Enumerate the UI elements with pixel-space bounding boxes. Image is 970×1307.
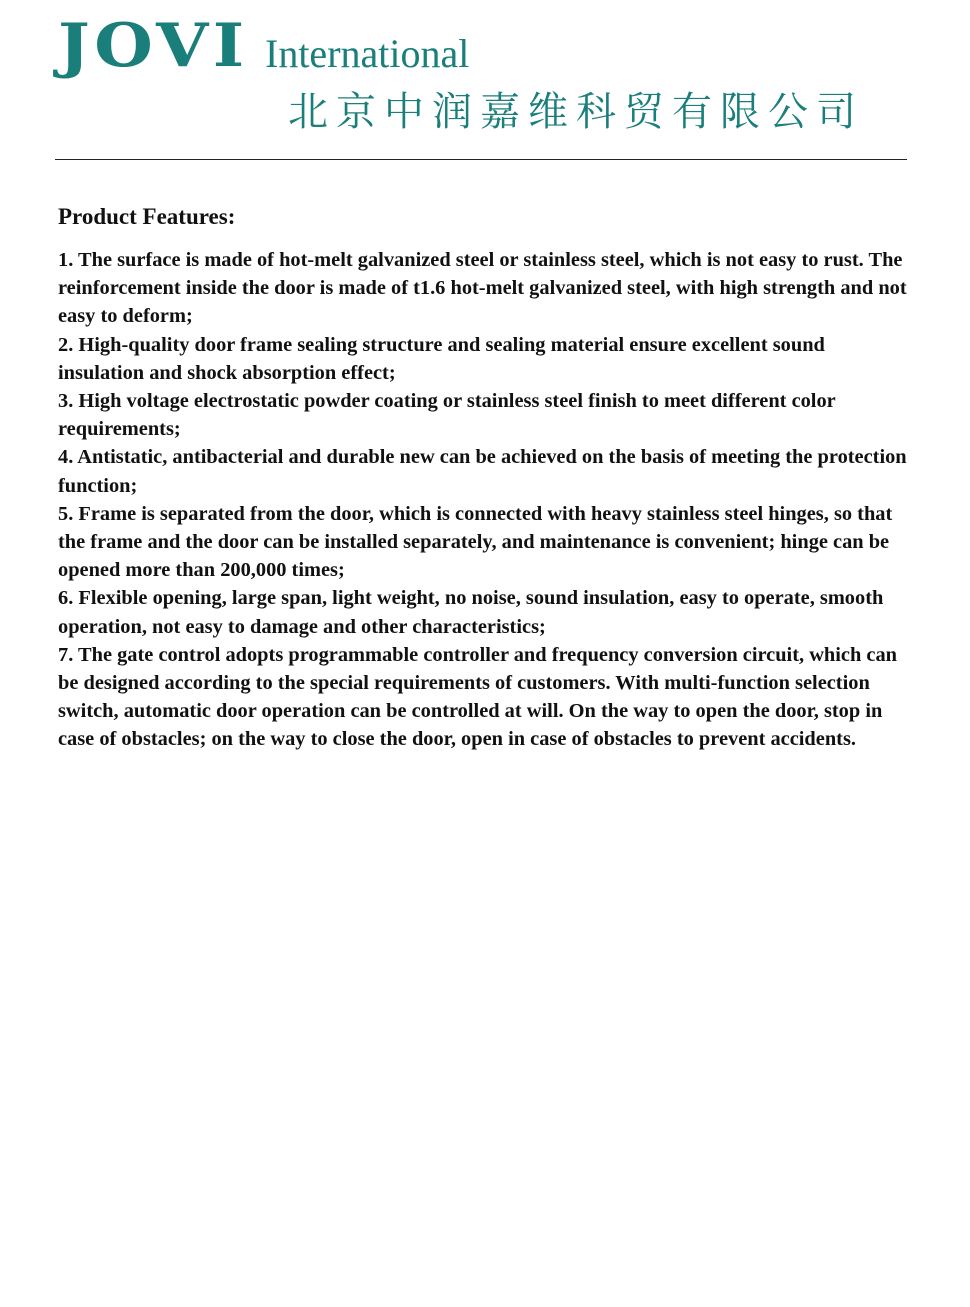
logo-international-text: International [265, 31, 470, 76]
company-name-chinese: 北京中润嘉维科贸有限公司 [288, 89, 864, 135]
feature-item-7: 7. The gate control adopts programmable controller and frequency conversion circuit, which can be designed according to the special requirements of customers. With multi-function selection switch, automatic door operation can be controlled at will. On the way to open the door, stop in case of obstacles; on the way to close the door, open in case of obstacles to prevent accidents. [58, 643, 898, 751]
page-header [0, 0, 970, 165]
feature-item-6: 6. Flexible opening, large span, light weight, no noise, sound insulation, easy to operate, smooth operation, not easy to damage and other characteristics; [58, 587, 884, 638]
logo-jovi: JOVI [58, 11, 249, 81]
features-list [58, 246, 908, 754]
feature-item-4: 4. Antistatic, antibacterial and durable new can be achieved on the basis of meeting the protection function; [58, 446, 907, 497]
header-divider [55, 159, 907, 160]
feature-item-5: 5. Frame is separated from the door, which is connected with heavy stainless steel hinges, so that the frame and the door can be installed separately, and maintenance is convenient; hinge can be opened more than 200,000 times; [58, 502, 893, 582]
feature-item-3: 3. High voltage electrostatic powder coating or stainless steel finish to meet different color requirements; [58, 390, 836, 441]
section-title: Product Features: [58, 204, 236, 229]
feature-item-2: 2. High-quality door frame sealing structure and sealing material ensure excellent sound insulation and shock absorption effect; [58, 333, 825, 384]
feature-item-1: 1. The surface is made of hot-melt galvanized steel or stainless steel, which is not easy to rust. The reinforcement inside the door is made of t1.6 hot-melt galvanized steel, with high strength and not easy to deform; [58, 249, 907, 328]
product-features-section [58, 202, 908, 754]
